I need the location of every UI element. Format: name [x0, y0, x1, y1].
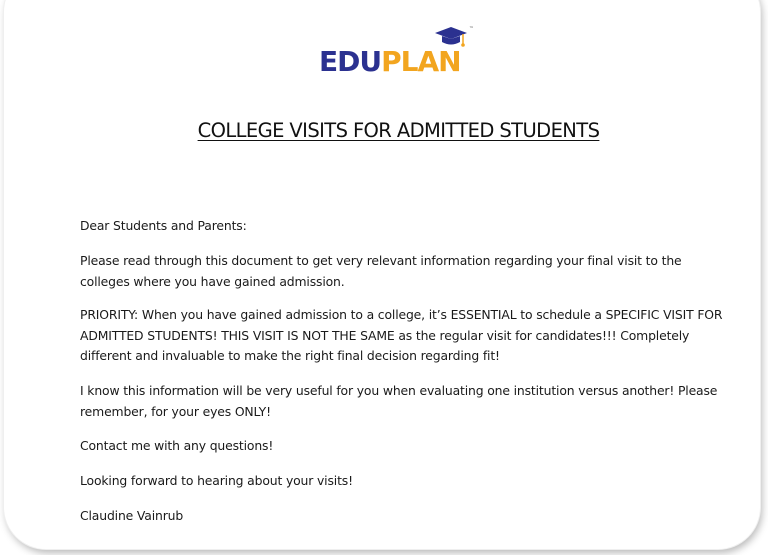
- paragraph-closing: Looking forward to hearing about your visits!: [80, 473, 353, 488]
- trademark-symbol: ™: [469, 26, 474, 32]
- signature: Claudine Vainrub: [80, 508, 184, 523]
- logo-wordmark: [319, 47, 461, 77]
- paragraph-intro: Please read through this document to get very relevant information regarding your final visit to the colleges where you have gained admission.: [80, 253, 682, 289]
- paragraph-priority: PRIORITY: When you have gained admission to a college, it’s ESSENTIAL to schedule a SPECIFIC VISIT FOR ADMITTED STUDENTS! THIS VISIT IS NOT THE SAME as the regular visit for candidates!!! Completely different and invaluable to make the right final decision regarding fit!: [80, 307, 723, 363]
- paragraph-contact: Contact me with any questions!: [80, 438, 274, 453]
- eduplan-logo: [319, 26, 479, 78]
- paragraph-usefulness: I know this information will be very useful for you when evaluating one institution versus another! Please remember, for your eyes ONLY!: [80, 383, 718, 419]
- logo-edu-text: EDU: [319, 45, 382, 78]
- document-title: COLLEGE VISITS FOR ADMITTED STUDENTS: [197, 119, 600, 142]
- logo-plan-text: PLAN: [381, 45, 461, 78]
- salutation: Dear Students and Parents:: [80, 218, 247, 233]
